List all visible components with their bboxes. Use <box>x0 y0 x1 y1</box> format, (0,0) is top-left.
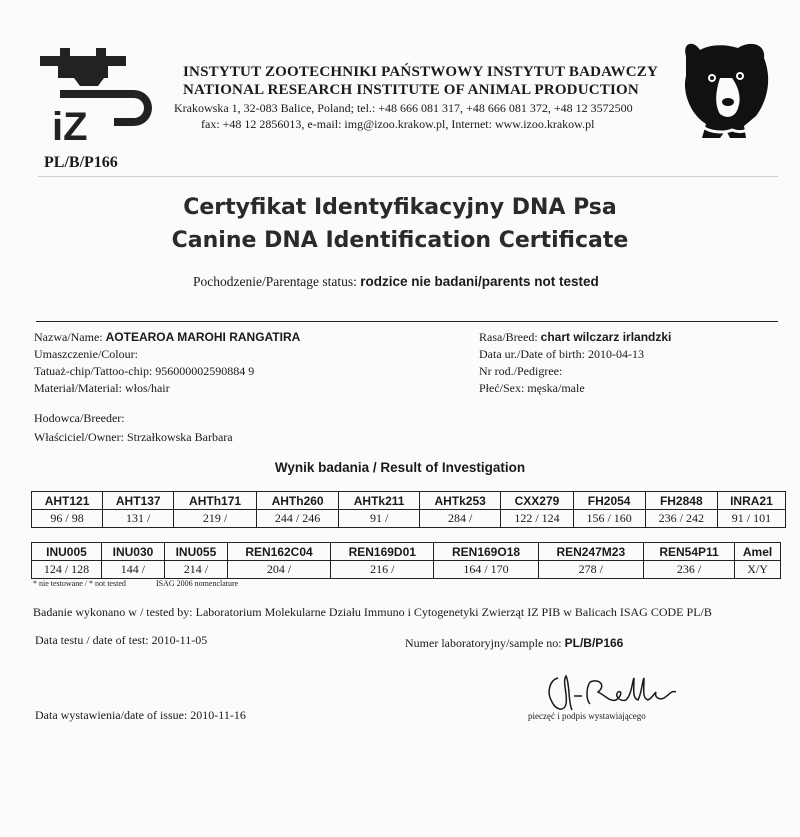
issue-date-row <box>35 708 246 723</box>
results-title: Wynik badania / Result of Investigation <box>274 460 526 475</box>
marker-cell: AHTh260 <box>256 492 339 510</box>
breed-label: Rasa/Breed: <box>479 330 538 344</box>
header-divider <box>38 176 778 177</box>
breeder-row <box>34 411 125 426</box>
marker-cell: REN169O18 <box>434 543 538 561</box>
material-value: włos/hair <box>124 381 170 395</box>
institute-name-pl: INSTYTUT ZOOTECHNIKI PAŃSTWOWY INSTYTUT BADAWCZY <box>183 64 658 80</box>
marker-cell: AHT137 <box>103 492 174 510</box>
allele-cell: 122 / 124 <box>501 510 573 528</box>
test-date-value: 2010-11-05 <box>151 633 208 647</box>
institute-name-en: NATIONAL RESEARCH INSTITUTE OF ANIMAL PRODUCTION <box>183 82 639 98</box>
results-table-2 <box>31 542 781 579</box>
dog-name-row <box>34 330 300 345</box>
marker-header-row <box>32 543 781 561</box>
chip-value: 956000002590884 9 <box>155 364 255 378</box>
institute-contact: fax: +48 12 2856013, e-mail: img@izoo.krakow.pl, Internet: www.izoo.krakow.pl <box>201 117 595 131</box>
allele-value-row <box>32 561 781 579</box>
marker-cell: AHTh171 <box>174 492 257 510</box>
allele-cell: 91 / 101 <box>717 510 785 528</box>
allele-cell: 284 / <box>419 510 501 528</box>
results-table-1 <box>31 491 786 528</box>
allele-cell: 164 / 170 <box>434 561 538 579</box>
marker-cell: INU005 <box>32 543 102 561</box>
allele-cell: 278 / <box>538 561 643 579</box>
institute-address: Krakowska 1, 32-083 Balice, Poland; tel.: +48 666 081 317, +48 666 081 372, +48 12 3572500 <box>174 101 633 115</box>
marker-cell: AHT121 <box>32 492 103 510</box>
marker-cell: INRA21 <box>717 492 785 510</box>
sample-value: PL/B/P166 <box>564 636 624 650</box>
allele-cell: 244 / 246 <box>256 510 339 528</box>
parentage-label: Pochodzenie/Parentage status: <box>193 274 357 289</box>
marker-cell: CXX279 <box>501 492 573 510</box>
allele-cell: 131 / <box>103 510 174 528</box>
logo-text: iZ <box>52 105 88 142</box>
test-date-row <box>35 633 207 648</box>
marker-cell: AHTk253 <box>419 492 501 510</box>
institute-logo <box>34 42 158 142</box>
dog-illustration <box>676 38 778 142</box>
marker-cell: REN169D01 <box>331 543 434 561</box>
allele-cell: 236 / 242 <box>645 510 717 528</box>
marker-cell: INU055 <box>164 543 227 561</box>
parentage-status <box>193 274 599 290</box>
dob-label: Data ur./Date of birth: <box>479 347 585 361</box>
sample-row <box>405 636 623 651</box>
allele-cell: 91 / <box>339 510 420 528</box>
chip-row <box>34 364 254 379</box>
allele-cell: 214 / <box>164 561 227 579</box>
marker-cell: REN247M23 <box>538 543 643 561</box>
owner-row <box>34 430 233 445</box>
owner-label: Właściciel/Owner: <box>34 430 124 444</box>
dob-value: 2010-04-13 <box>587 347 644 361</box>
footnote-nomenclature: ISAG 2006 nomenclature <box>156 579 239 588</box>
owner-value: Strzałkowska Barbara <box>126 430 233 444</box>
pedigree-label: Nr rod./Pedigree: <box>479 364 563 378</box>
pedigree-row <box>479 364 562 379</box>
colour-label: Umaszczenie/Colour: <box>34 347 138 361</box>
certificate-title-en: Canine DNA Identification Certificate <box>171 228 629 253</box>
sex-row <box>479 381 585 396</box>
marker-cell: INU030 <box>101 543 164 561</box>
certificate-title-pl: Certyfikat Identyfikacyjny DNA Psa <box>183 195 617 220</box>
allele-cell: 219 / <box>174 510 257 528</box>
footnote-not-tested: * nie testowane / * not tested <box>33 579 126 588</box>
sample-label: Numer laboratoryjny/sample no: <box>405 636 562 650</box>
marker-cell: REN54P11 <box>643 543 734 561</box>
stamp-caption: pieczęć i podpis wystawiającego <box>528 711 646 721</box>
allele-cell: 204 / <box>227 561 330 579</box>
allele-cell: 236 / <box>643 561 734 579</box>
marker-header-row <box>32 492 786 510</box>
parentage-value: rodzice nie badani/parents not tested <box>360 274 599 289</box>
marker-cell: FH2848 <box>645 492 717 510</box>
allele-cell: 124 / 128 <box>32 561 102 579</box>
allele-cell: 156 / 160 <box>573 510 645 528</box>
allele-cell: X/Y <box>735 561 781 579</box>
sex-label: Płeć/Sex: <box>479 381 525 395</box>
marker-cell: Amel <box>735 543 781 561</box>
breed-row <box>479 330 671 345</box>
dog-name-label: Nazwa/Name: <box>34 330 103 344</box>
marker-cell: REN162C04 <box>227 543 330 561</box>
issue-date-value: 2010-11-16 <box>190 708 246 722</box>
info-divider <box>36 321 778 322</box>
allele-cell: 144 / <box>101 561 164 579</box>
dob-row <box>479 347 644 362</box>
dog-name-value: AOTEAROA MAROHI RANGATIRA <box>105 330 301 344</box>
marker-cell: FH2054 <box>573 492 645 510</box>
breeder-label: Hodowca/Breeder: <box>34 411 125 425</box>
allele-cell: 216 / <box>331 561 434 579</box>
allele-cell: 96 / 98 <box>32 510 103 528</box>
tested-by: Badanie wykonano w / tested by: Laboratorium Molekularne Działu Immuno i Cytogenetyki Zwierząt IZ PIB w Balicach ISAG CODE PL/B <box>33 605 712 619</box>
sex-value: męska/male <box>527 381 585 395</box>
material-row <box>34 381 170 396</box>
document-code: PL/B/P166 <box>44 154 118 171</box>
issue-date-label: Data wystawienia/date of issue: <box>35 708 188 722</box>
chip-label: Tatuaż-chip/Tattoo-chip: <box>34 364 153 378</box>
allele-value-row <box>32 510 786 528</box>
breed-value: chart wilczarz irlandzki <box>540 330 672 344</box>
colour-row <box>34 347 138 362</box>
test-date-label: Data testu / date of test: <box>35 633 149 647</box>
marker-cell: AHTk211 <box>339 492 420 510</box>
material-label: Materiał/Material: <box>34 381 122 395</box>
